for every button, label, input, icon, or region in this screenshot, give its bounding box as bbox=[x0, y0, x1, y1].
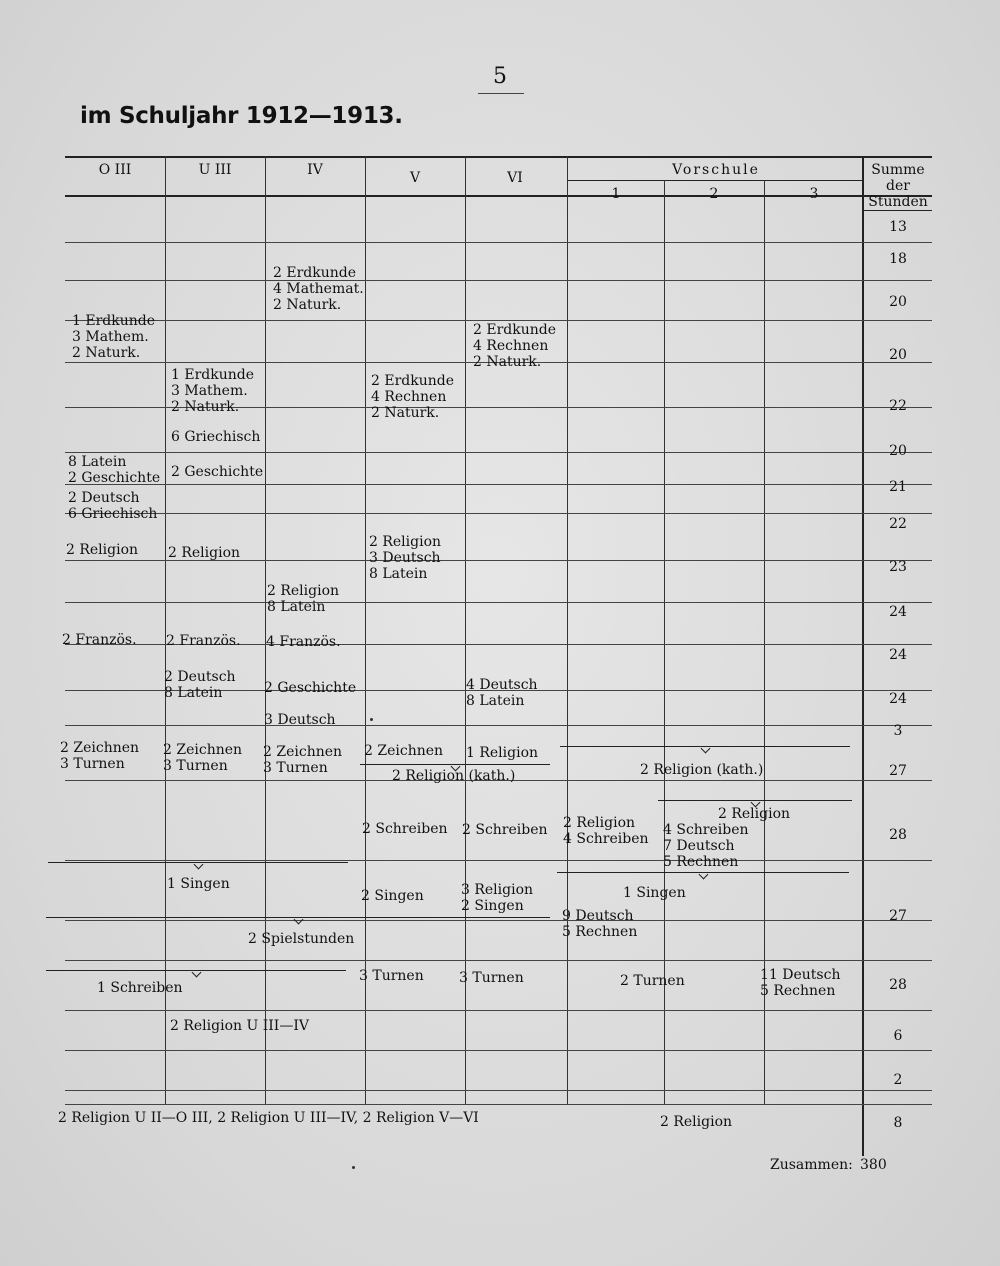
cell-vs-kath: 2 Religion (kath.) bbox=[640, 762, 764, 778]
cell-u3-g-1: 2 Zeichnen bbox=[163, 742, 243, 758]
cell-o3-c-2: 6 Griechisch bbox=[68, 506, 158, 522]
sum-value: 8 bbox=[893, 1115, 903, 1131]
sum-value: 2 bbox=[893, 1072, 903, 1088]
cell-o3-b-1: 8 Latein bbox=[68, 454, 127, 470]
sum-value: 22 bbox=[889, 398, 907, 414]
sum-value: 27 bbox=[889, 763, 907, 779]
cell-vs1-a-2: 4 Schreiben bbox=[563, 831, 649, 847]
row-line bbox=[65, 725, 932, 726]
sum-value: 22 bbox=[889, 516, 907, 532]
sum-value: 23 bbox=[889, 559, 907, 575]
row-line bbox=[65, 602, 932, 603]
brace-singen-a bbox=[48, 862, 348, 871]
cell-o3-e: 2 Französ. bbox=[62, 632, 137, 648]
col-header-vs3: 3 bbox=[809, 186, 819, 202]
row-line bbox=[65, 484, 932, 485]
cell-v-c: 2 Zeichnen bbox=[364, 743, 444, 759]
row-line bbox=[65, 960, 932, 961]
brace-schreiben-a bbox=[46, 970, 346, 979]
cell-vi-a-2: 4 Rechnen bbox=[473, 338, 549, 354]
cell-iv-a-1: 2 Erdkunde bbox=[273, 265, 356, 281]
sum-value: 27 bbox=[889, 908, 907, 924]
cell-v-d: 2 Schreiben bbox=[362, 821, 448, 837]
sum-value: 24 bbox=[889, 647, 907, 663]
cell-o3-c-1: 2 Deutsch bbox=[68, 490, 140, 506]
footer-dot bbox=[352, 1166, 355, 1169]
cell-v-b-3: 8 Latein bbox=[369, 566, 428, 582]
cell-vs3-a-2: 5 Rechnen bbox=[760, 983, 836, 999]
page-number-rule bbox=[478, 93, 524, 94]
cell-vi-a-3: 2 Naturk. bbox=[473, 354, 542, 370]
cell-vi-f: 3 Turnen bbox=[459, 970, 524, 986]
sum-value: 20 bbox=[889, 294, 907, 310]
cell-vs2-a-1: 4 Schreiben bbox=[663, 822, 749, 838]
row-line bbox=[65, 320, 932, 321]
sum-value: 28 bbox=[889, 977, 907, 993]
col-header-summe-1: Summe bbox=[871, 162, 925, 178]
row-line bbox=[65, 452, 932, 453]
cell-o3-a-3: 2 Naturk. bbox=[72, 345, 141, 361]
sum-value: 20 bbox=[889, 443, 907, 459]
cell-o3-f-1: 2 Zeichnen bbox=[60, 740, 140, 756]
cell-vi-e-1: 3 Religion bbox=[461, 882, 534, 898]
cell-vi-e-2: 2 Singen bbox=[461, 898, 524, 914]
sum-value: 21 bbox=[889, 479, 907, 495]
page-heading: im Schuljahr 1912—1913. bbox=[80, 103, 403, 129]
cell-o3-f-2: 3 Turnen bbox=[60, 756, 125, 772]
row-line bbox=[65, 280, 932, 281]
cell-o3-a-2: 3 Mathem. bbox=[72, 329, 149, 345]
cell-iv-e: 3 Deutsch bbox=[264, 712, 336, 728]
cell-u3-g-2: 3 Turnen bbox=[163, 758, 228, 774]
row-line bbox=[65, 513, 932, 514]
cell-u3-b: 6 Griechisch bbox=[171, 429, 261, 445]
cell-bottom-left: 2 Religion U II—O III, 2 Religion U III—IV, 2 Religion V—VI bbox=[58, 1110, 479, 1126]
cell-iv-f-2: 3 Turnen bbox=[263, 760, 328, 776]
cell-vi-b-1: 4 Deutsch bbox=[466, 677, 538, 693]
cell-o3-a-1: 1 Erdkunde bbox=[72, 313, 155, 329]
cell-singen-a: 1 Singen bbox=[167, 876, 230, 892]
col-line-5 bbox=[567, 156, 568, 1104]
sum-value: 20 bbox=[889, 347, 907, 363]
col-header-vs2: 2 bbox=[709, 186, 719, 202]
cell-v-a-2: 4 Rechnen bbox=[371, 389, 447, 405]
cell-v-b-2: 3 Deutsch bbox=[369, 550, 441, 566]
cell-religion-u3-iv: 2 Religion U III—IV bbox=[170, 1018, 309, 1034]
cell-vi-b-2: 8 Latein bbox=[466, 693, 525, 709]
total-value: 380 bbox=[860, 1157, 887, 1173]
cell-u3-a-2: 3 Mathem. bbox=[171, 383, 248, 399]
cell-v-a-1: 2 Erdkunde bbox=[371, 373, 454, 389]
brace-singen-vs bbox=[557, 872, 849, 881]
cell-o3-d: 2 Religion bbox=[66, 542, 139, 558]
cell-iv-d: 2 Geschichte bbox=[264, 680, 357, 696]
col-header-vi: VI bbox=[507, 170, 523, 186]
col-header-iv: IV bbox=[307, 162, 323, 178]
row-line bbox=[65, 1010, 932, 1011]
mark-dot bbox=[370, 718, 373, 721]
sum-value: 24 bbox=[889, 604, 907, 620]
cell-vs-turnen: 2 Turnen bbox=[620, 973, 685, 989]
col-header-vorschule: Vorschule bbox=[672, 162, 760, 178]
cell-spielstunden: 2 Spielstunden bbox=[248, 931, 355, 947]
cell-iv-a-3: 2 Naturk. bbox=[273, 297, 342, 313]
cell-u3-e: 2 Französ. bbox=[166, 633, 241, 649]
cell-vs1-a-1: 2 Religion bbox=[563, 815, 636, 831]
col-header-v: V bbox=[409, 170, 421, 186]
cell-u3-c: 2 Geschichte bbox=[171, 464, 264, 480]
cell-iv-a-2: 4 Mathemat. bbox=[273, 281, 364, 297]
vorschule-sub-rule bbox=[568, 180, 864, 181]
row-line bbox=[65, 1050, 932, 1051]
cell-vs2-a-3: 5 Rechnen bbox=[663, 854, 739, 870]
cell-u3-f-2: 8 Latein bbox=[164, 685, 223, 701]
cell-v-e: 2 Singen bbox=[361, 888, 424, 904]
col-line-6 bbox=[664, 180, 665, 1104]
cell-iv-f-1: 2 Zeichnen bbox=[263, 744, 343, 760]
summe-header-rule bbox=[864, 210, 932, 211]
page-number: 5 bbox=[493, 64, 507, 89]
col-line-1 bbox=[165, 156, 166, 1104]
cell-vi-d: 2 Schreiben bbox=[462, 822, 548, 838]
brace-spielstunden bbox=[46, 917, 550, 926]
sum-value: 3 bbox=[893, 723, 903, 739]
col-header-vs1: 1 bbox=[611, 186, 621, 202]
cell-vs3-a-1: 11 Deutsch bbox=[760, 967, 841, 983]
col-header-o3: O III bbox=[98, 162, 132, 178]
row-line bbox=[65, 1104, 932, 1105]
col-header-summe-2: der bbox=[886, 178, 910, 194]
col-line-4 bbox=[465, 156, 466, 1104]
cell-u3-a-1: 1 Erdkunde bbox=[171, 367, 254, 383]
col-line-7 bbox=[764, 180, 765, 1104]
cell-vi-c: 1 Religion bbox=[466, 745, 539, 761]
cell-o3-b-2: 2 Geschichte bbox=[68, 470, 161, 486]
col-line-3 bbox=[365, 156, 366, 1104]
sum-value: 24 bbox=[889, 691, 907, 707]
row-line bbox=[65, 1090, 932, 1091]
cell-schreiben-a: 1 Schreiben bbox=[97, 980, 183, 996]
sum-value: 28 bbox=[889, 827, 907, 843]
cell-singen-vs: 1 Singen bbox=[623, 885, 686, 901]
col-line-2 bbox=[265, 156, 266, 1104]
cell-vs1-b-2: 5 Rechnen bbox=[562, 924, 638, 940]
sum-value: 6 bbox=[893, 1028, 903, 1044]
col-header-summe-3: Stunden bbox=[868, 194, 928, 210]
col-header-u3: U III bbox=[198, 162, 232, 178]
table-top-rule bbox=[65, 156, 932, 158]
cell-iv-c: 4 Französ. bbox=[266, 634, 341, 650]
cell-v-f: 3 Turnen bbox=[359, 968, 424, 984]
cell-u3-f-1: 2 Deutsch bbox=[164, 669, 236, 685]
brace-vs-kath bbox=[560, 746, 850, 755]
cell-iv-b-2: 8 Latein bbox=[267, 599, 326, 615]
cell-v-b-1: 2 Religion bbox=[369, 534, 442, 550]
cell-vi-a-1: 2 Erdkunde bbox=[473, 322, 556, 338]
cell-u3-a-3: 2 Naturk. bbox=[171, 399, 240, 415]
cell-v-vi-kath: 2 Religion (kath.) bbox=[392, 768, 516, 784]
cell-vs2-a-2: 7 Deutsch bbox=[663, 838, 735, 854]
total-label: Zusammen: bbox=[770, 1157, 853, 1173]
row-line bbox=[65, 242, 932, 243]
cell-vs23-rel: 2 Religion bbox=[718, 806, 791, 822]
row-line bbox=[65, 860, 932, 861]
cell-v-a-3: 2 Naturk. bbox=[371, 405, 440, 421]
sum-value: 18 bbox=[889, 251, 907, 267]
cell-u3-d: 2 Religion bbox=[168, 545, 241, 561]
cell-vs1-b-1: 9 Deutsch bbox=[562, 908, 634, 924]
sum-value: 13 bbox=[889, 219, 907, 235]
cell-bottom-vs: 2 Religion bbox=[660, 1114, 733, 1130]
cell-iv-b-1: 2 Religion bbox=[267, 583, 340, 599]
